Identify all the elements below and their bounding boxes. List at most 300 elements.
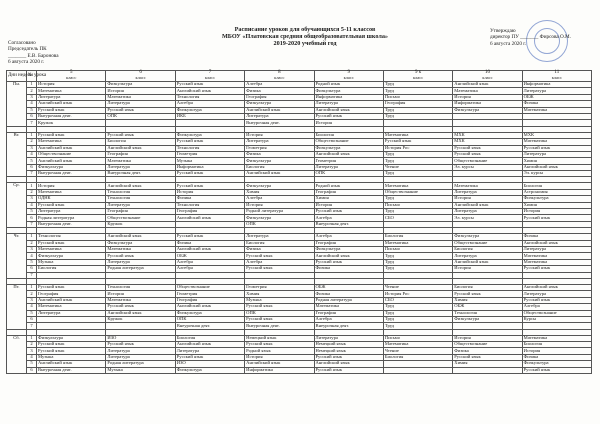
subject-cell: Английский язык [453,82,522,88]
day-column-header: Дни недели [7,71,27,82]
class-number: 9 к [414,70,422,76]
subject-cell: Родной литература [245,209,314,215]
subject-cell: Алгебра [314,316,383,322]
subject-cell: Алгебра [314,234,383,240]
subject-cell: Технология [37,234,106,240]
subject-cell: Русский язык [383,139,452,145]
subject-cell: Внеурочная деят. [314,323,383,329]
subject-cell: История [245,132,314,138]
lesson-number: 6 [27,113,37,119]
subject-cell: Внеурочная деят. [314,221,383,227]
lesson-number: 2 [27,240,37,246]
subject-cell: История [314,202,383,208]
schedule-table [6,70,592,374]
subject-cell: Физика [245,88,314,94]
subject-cell: Русский язык [106,253,175,259]
subject-cell: Труд [383,88,452,94]
header-row [7,71,592,82]
lesson-number: 7 [27,120,37,126]
subject-cell: Физкультура [245,183,314,189]
subject-cell: Труд [383,113,452,119]
subject-cell: Алгебра [175,101,244,107]
subject-cell: ОПК [314,171,383,177]
subject-cell: География [106,151,175,157]
subject-cell: Внеурочная деят. [37,113,106,119]
subject-cell: Физкультура [175,107,244,113]
subject-cell: Геометрия [245,145,314,151]
day-cell: Чт. [7,234,27,279]
subject-cell: Труд [383,323,452,329]
subject-cell: История [453,266,522,272]
subject-cell: Алгебра [175,266,244,272]
lesson-number: 4 [27,151,37,157]
subject-cell: Литература [106,101,175,107]
subject-cell: Литература [522,291,591,297]
subject-cell: Физкультура [175,310,244,316]
subject-cell: Математика [383,240,452,246]
subject-cell: Литература [175,348,244,354]
lesson-number: 5 [27,209,37,215]
subject-cell: Письмо [383,335,452,341]
subject-cell: Английский язык [106,145,175,151]
subject-cell: Английский язык [245,107,314,113]
subject-cell: Письмо [383,202,452,208]
class-header [175,71,244,82]
lesson-number: 4 [27,101,37,107]
subject-cell: Алгебра [245,196,314,202]
lesson-number-header: № урока [27,71,37,82]
subject-cell: Труд [383,259,452,265]
subject-cell: Русский язык [522,215,591,221]
subject-cell: Физкультура [453,107,522,113]
subject-cell: Химия [245,291,314,297]
subject-cell: Труд [383,151,452,157]
subject-cell: История [245,202,314,208]
subject-cell: Русский язык [522,297,591,303]
subject-cell: Литература [522,88,591,94]
subject-cell: История [453,196,522,202]
day-cell: Ср. [7,183,27,228]
class-number: 11 [554,70,560,76]
subject-cell: ИЗО [175,361,244,367]
day-cell: Вт. [7,132,27,177]
subject-cell: Алгебра [314,215,383,221]
subject-cell: Английский язык [106,310,175,316]
subject-cell: Английский язык [314,151,383,157]
subject-cell: Русский язык [314,354,383,360]
subject-cell: Внеурочная деят. [37,221,106,227]
subject-cell: Математика [37,88,106,94]
subject-cell: Физкультура [106,240,175,246]
subject-cell: Физика [453,348,522,354]
subject-cell: Труд [383,209,452,215]
lesson-number: 5 [27,107,37,113]
subject-cell: ОПК [106,113,175,119]
class-number: 10 [484,70,490,76]
subject-cell: Технология [106,196,175,202]
lesson-number: 7 [27,272,37,278]
subject-cell: Труд [383,171,452,177]
subject-cell: СБО [383,215,452,221]
subject-cell: Математика [106,246,175,252]
approval-right: Утверждаю директор ПУ _______ Фирсова О.М. 6 августа 2020 г. [490,28,571,47]
subject-cell: История [175,189,244,195]
lesson-number: 1 [27,132,37,138]
subject-cell: Английский язык [245,361,314,367]
subject-cell: Русский язык [37,202,106,208]
subject-cell: География [314,310,383,316]
subject-cell: Технология [175,202,244,208]
subject-cell: Обществознание [453,342,522,348]
subject-cell: МХК [453,139,522,145]
subject-cell: Английский язык [522,284,591,290]
subject-cell: Английский язык [175,304,244,310]
lesson-number: 3 [27,246,37,252]
subject-cell: Технология [106,189,175,195]
lesson-number: 5 [27,259,37,265]
subject-cell: География [383,101,452,107]
subject-cell: Физкультура [453,234,522,240]
subject-cell: Труд [383,316,452,322]
subject-cell: Обществознание [522,310,591,316]
class-word: класс [551,75,562,80]
subject-cell: Математика [522,259,591,265]
lesson-number: 2 [27,88,37,94]
subject-cell: Биология [522,183,591,189]
day-cell: Пт. [7,284,27,329]
subject-cell: Немецкий язык [314,342,383,348]
subject-cell: Внеурочная деят. [245,120,314,126]
subject-cell: Литература [245,234,314,240]
subject-cell: История [453,335,522,341]
subject-cell: Математика [37,246,106,252]
lesson-number: 7 [27,221,37,227]
subject-cell: Литература [106,354,175,360]
subject-cell: Родной язык [245,348,314,354]
subject-cell: Математика [522,253,591,259]
subject-cell: Музыка [175,158,244,164]
subject-cell: Физкультура [37,335,106,341]
subject-cell: Русский язык [37,240,106,246]
lesson-number: 3 [27,94,37,100]
subject-cell: МХК [522,132,591,138]
subject-cell: Внеурочная деят. [245,323,314,329]
subject-cell: Обществознание [453,240,522,246]
subject-cell: ОБЖ [522,94,591,100]
subject-cell: Кружок [37,120,106,126]
subject-cell: Физкультура [522,361,591,367]
subject-cell: Биология [453,284,522,290]
subject-cell: Русский язык [175,354,244,360]
class-word: класс [204,75,216,80]
subject-cell: Физика [314,266,383,272]
subject-cell: Технология [453,310,522,316]
subject-cell: Геометрия [245,284,314,290]
class-header [37,71,106,82]
subject-cell: Информатика [175,164,244,170]
subject-cell: Информатика [453,101,522,107]
subject-cell: Кружок [106,221,175,227]
subject-cell: Математика [453,88,522,94]
subject-cell: Биология [383,354,452,360]
subject-cell: Русский язык [106,342,175,348]
lesson-number: 3 [27,348,37,354]
subject-cell: Химия [314,196,383,202]
subject-cell: Биология [522,342,591,348]
subject-cell: Математика [106,158,175,164]
lesson-number: 4 [27,354,37,360]
subject-cell: Литература [522,246,591,252]
subject-cell: Английский язык [37,101,106,107]
subject-cell: Английский язык [175,88,244,94]
class-word: класс [135,75,146,80]
subject-cell: Внеурочная деят. [106,171,175,177]
subject-cell: Обществознание [175,284,244,290]
subject-cell: Химия [453,361,522,367]
subject-cell: Химия [453,297,522,303]
subject-cell: Труд [383,158,452,164]
subject-cell: Русский язык [175,234,244,240]
subject-cell: Чтение [383,284,452,290]
subject-cell: История [245,354,314,360]
subject-cell: Математика [106,297,175,303]
lesson-number: 2 [27,189,37,195]
subject-cell: История Рос [383,291,452,297]
lesson-number: 5 [27,361,37,367]
lesson-number: 1 [27,335,37,341]
subject-cell: Физика [314,291,383,297]
lesson-number: 1 [27,234,37,240]
subject-cell: Химия [522,158,591,164]
subject-cell: Кружок [106,316,175,322]
subject-cell: Русский язык [106,107,175,113]
lesson-number: 4 [27,202,37,208]
subject-cell: История [37,82,106,88]
subject-cell: Английский язык [37,297,106,303]
subject-cell: География [106,209,175,215]
subject-cell: Немецкий язык [314,348,383,354]
lesson-number: 5 [27,158,37,164]
lesson-number: 4 [27,253,37,259]
subject-cell: Биология [175,335,244,341]
subject-cell: История [314,120,383,126]
subject-cell [383,367,452,373]
subject-cell: Русский язык [522,145,591,151]
subject-cell: Биология [106,139,175,145]
lesson-number: 6 [27,215,37,221]
subject-cell: Эл. курсы [453,215,522,221]
lesson-number: 5 [27,310,37,316]
subject-cell: Физика [175,196,244,202]
subject-cell: Математика [106,94,175,100]
subject-cell: Математика [383,183,452,189]
subject-cell: Русский язык [314,113,383,119]
class-number: 9 [347,70,350,76]
subject-cell: Английский язык [175,215,244,221]
subject-cell: Английский язык [522,240,591,246]
table-row [7,367,592,373]
class-number: 6 [139,70,142,76]
lesson-number: 6 [27,266,37,272]
subject-cell: Биология [245,164,314,170]
class-word: класс [274,75,285,80]
lesson-number: 3 [27,196,37,202]
subject-cell: Русский язык [175,139,244,145]
subject-cell: Родная литература [37,215,106,221]
subject-cell: Русский язык [245,253,314,259]
subject-cell: Русский язык [37,348,106,354]
subject-cell: Русский язык [245,266,314,272]
subject-cell: Математика [383,132,452,138]
subject-cell: История [106,291,175,297]
class-word: класс [412,75,424,80]
lesson-number: 2 [27,291,37,297]
subject-cell: Русский язык [245,316,314,322]
subject-cell: Русский язык [453,291,522,297]
subject-cell: География [314,189,383,195]
subject-cell: Русский язык [106,304,175,310]
subject-cell: Английский язык [106,183,175,189]
subject-cell: Английский язык [314,361,383,367]
subject-cell: Астрономия [522,189,591,195]
subject-cell: Геометрия [314,158,383,164]
subject-cell: Русский язык [37,107,106,113]
subject-cell: Физкультура [314,88,383,94]
document-title: Расписание уроков для обучающихся 5-11 классов МБОУ «Платовская средняя общеобразовательная школа» 2019-2020 учебный год [221,26,389,48]
subject-cell: Алгебра [175,259,244,265]
subject-cell: Технология [106,284,175,290]
subject-cell: Русский язык [175,82,244,88]
subject-cell: Английский язык [245,171,314,177]
subject-cell: Литература [37,310,106,316]
subject-cell: География [314,240,383,246]
subject-cell: Эл. курсы [453,164,522,170]
subject-cell: Литература [453,189,522,195]
subject-cell: Литература [37,209,106,215]
class-header [522,71,591,82]
subject-cell: Курсы [522,316,591,322]
subject-cell: Английский язык [453,202,522,208]
subject-cell: Русский язык [453,151,522,157]
subject-cell: Обществознание [383,189,452,195]
subject-cell: География [175,209,244,215]
subject-cell: История [522,209,591,215]
subject-cell: ОПК [175,316,244,322]
subject-cell: Химия [245,189,314,195]
subject-cell: Физкультура [245,158,314,164]
subject-cell: Труд [383,253,452,259]
subject-cell: Информатика [314,94,383,100]
subject-cell: Физкультура [314,246,383,252]
subject-cell: Физкультура [522,196,591,202]
subject-cell: Физкультура [314,145,383,151]
subject-cell: ОПК [245,221,314,227]
class-header [453,71,522,82]
subject-cell: Физкультура [175,132,244,138]
subject-cell: Математика [314,304,383,310]
subject-cell: Внеурочная деят. [37,367,106,373]
lesson-number: 6 [27,367,37,373]
class-number: 8 [278,70,281,76]
subject-cell: Литература [314,335,383,341]
subject-cell: Английский язык [175,342,244,348]
subject-cell: Русский язык [37,132,106,138]
lesson-number: 3 [27,297,37,303]
subject-cell: Литература [453,253,522,259]
subject-cell: СБО [383,297,452,303]
subject-cell: Труд [383,107,452,113]
subject-cell: Физкультура [37,164,106,170]
day-cell: Сб. [7,335,27,373]
subject-cell: Математика [37,139,106,145]
subject-cell: Алгебра [245,82,314,88]
subject-cell: Обществознание [453,158,522,164]
subject-cell: История [453,94,522,100]
subject-cell: Русский язык [106,132,175,138]
subject-cell: Обществознание [314,139,383,145]
subject-cell: Труд [383,304,452,310]
subject-cell: Эл. курсы [522,171,591,177]
subject-cell: Литература [245,139,314,145]
subject-cell: Русский язык [245,342,314,348]
subject-cell: Внеурочная деят. [175,323,244,329]
subject-cell: Физика [245,151,314,157]
subject-cell: ОБЖ [314,284,383,290]
subject-cell: Алгебра [245,259,314,265]
subject-cell: Геометрия [175,291,244,297]
subject-cell: Биология [314,132,383,138]
subject-cell: Физкультура [245,215,314,221]
subject-cell: Физика [522,101,591,107]
subject-cell: ИЗО [106,335,175,341]
subject-cell: Физкультура [175,367,244,373]
subject-cell: Русский язык [314,367,383,373]
subject-cell: История [522,348,591,354]
subject-cell: МХК [453,132,522,138]
subject-cell: Русский язык [314,209,383,215]
subject-cell: ОДНК [37,196,106,202]
subject-cell: ОПК [245,310,314,316]
class-word: класс [66,75,77,80]
subject-cell: Математика [522,335,591,341]
subject-cell: Биология [245,240,314,246]
class-header [245,71,314,82]
subject-cell: Литература [522,151,591,157]
class-word: класс [482,75,493,80]
lesson-number: 1 [27,183,37,189]
subject-cell: Химия [522,202,591,208]
lesson-number: 6 [27,164,37,170]
class-word: класс [343,75,354,80]
subject-cell: Русский язык [453,354,522,360]
subject-cell: Английский язык [106,234,175,240]
subject-cell: Литература [37,94,106,100]
subject-cell: Английский язык [314,107,383,113]
subject-cell: Обществознание [106,215,175,221]
class-header [383,71,452,82]
subject-cell: Русский язык [175,183,244,189]
subject-cell: Технология [175,145,244,151]
subject-cell: Английский язык [37,145,106,151]
lesson-number: 1 [27,82,37,88]
subject-cell: Английский язык [175,246,244,252]
subject-cell: Обществознание [37,151,106,157]
subject-cell [453,367,522,373]
subject-cell: Музыка [245,297,314,303]
subject-cell: Внеурочная деят. [37,171,106,177]
lesson-number: 6 [27,316,37,322]
subject-cell: Математика [383,342,452,348]
